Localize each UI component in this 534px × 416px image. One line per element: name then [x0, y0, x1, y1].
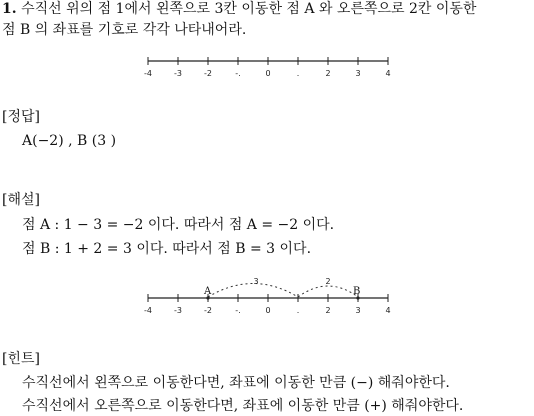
hint-line-1: 수직선에서 왼쪽으로 이동한다면, 좌표에 이동한 만큼 (−) 해줘야한다. [22, 375, 450, 391]
answer-heading: [정답] [2, 109, 40, 125]
tick-label: -3 [174, 306, 182, 315]
problem-number: 1. [2, 1, 17, 17]
point-b-label: B [353, 286, 361, 297]
answer-text: A(−2) , B (3 ) [22, 133, 117, 149]
problem-text-1: 수직선 위의 점 1에서 왼쪽으로 3칸 이동한 점 A 와 오른쪽으로 2칸 이동한 [21, 1, 477, 17]
left-jump-label: 3 [253, 277, 259, 286]
hint-heading: [힌트] [2, 351, 40, 367]
tick-label: -4 [144, 69, 152, 78]
tick-label: 2 [325, 306, 331, 315]
tick-label: 3 [355, 306, 361, 315]
hint-line-2: 수직선에서 오른쪽으로 이동한다면, 좌표에 이동한 만큼 (+) 해줘야한다. [22, 398, 464, 414]
tick-label: -4 [144, 306, 152, 315]
point-a-label: A [204, 286, 212, 297]
explanation-line-1: 점 A : 1 − 3 = −2 이다. 따라서 점 A = −2 이다. [22, 217, 335, 233]
tick-label: 4 [385, 306, 391, 315]
tick-label: 2 [325, 69, 331, 78]
tick-label: -2 [204, 69, 212, 78]
problem-line-2: 점 B 의 좌표를 기호로 각각 나타내어라. [2, 22, 247, 38]
tick-label: . [296, 69, 300, 78]
tick-label: 3 [355, 69, 361, 78]
tick-label: -. [235, 69, 241, 78]
tick-label: 4 [385, 69, 391, 78]
explanation-line-2: 점 B : 1 + 2 = 3 이다. 따라서 점 B = 3 이다. [22, 241, 312, 257]
right-jump-label: 2 [325, 277, 331, 286]
tick-label: -3 [174, 69, 182, 78]
explanation-heading: [해설] [2, 192, 40, 208]
tick-label: 0 [265, 69, 271, 78]
tick-label: -2 [204, 306, 212, 315]
tick-label: -. [235, 306, 241, 315]
tick-label: 0 [265, 306, 271, 315]
tick-label: . [296, 306, 300, 315]
